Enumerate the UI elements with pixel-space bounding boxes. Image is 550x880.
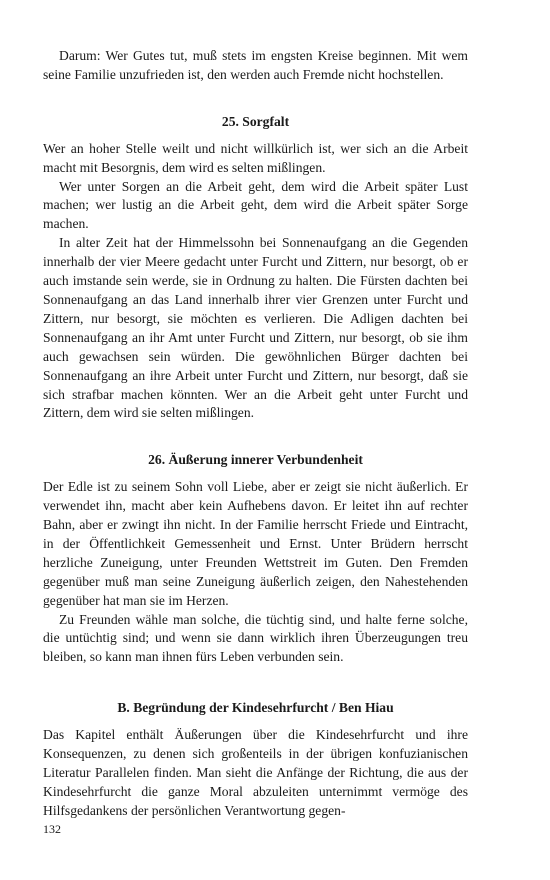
section-heading-25: 25. Sorgfalt	[221, 113, 290, 129]
section-heading-26: 26. Äußerung innerer Verbundenheit	[148, 452, 363, 468]
paragraph: Das Kapitel enthält Äußerungen über die Kindesehrfurcht und ihre Konsequenzen, zu denen sich großenteils in der übrigen konfuzianischen Literatur Parallelen finden. Man sieht die Anfänge der Richtung, die aus der Kindesehrfurcht die ganze Moral abzuleiten unternimmt vermöge des Hilfsgedankens der persönlichen Verantwortung gegen-	[43, 727, 468, 818]
paragraph: In alter Zeit hat der Himmelssohn bei Sonnenaufgang an die Gegenden innerhalb der vier Meere gedacht unter Furcht und Zittern, nur besorgt, ob er auch imstande sein werde, sie in Ordnung zu halten. Die Fürsten dachten bei Sonnenaufgang an das Land innerhalb ihrer vier Grenzen unter Furcht und Zittern, nur besorgt, sie möchten es verlieren. Die Adligen dachten bei Sonnenaufgang an ihr Amt unter Furcht und Zittern, nur besorgt, ob sie ihm auch gewachsen sein würden. Die gewöhnlichen Bürger dachten bei Sonnenaufgang an ihre Arbeit unter Furcht und Zittern, nur besorgt, daß sie sich strafbar machen könnten. Wer an die Arbeit geht unter Furcht und Zittern, dem wird sie selten mißlingen.	[43, 235, 468, 421]
paragraph: Wer an hoher Stelle weilt und nicht willkürlich ist, wer sich an die Arbeit macht mit Besorgnis, dem wird es selten mißlingen.	[43, 140, 468, 175]
page-text-column	[43, 47, 468, 821]
paragraph: Wer unter Sorgen an die Arbeit geht, dem wird die Arbeit später Lust machen; wer lustig an die Arbeit geht, dem wird die Arbeit später Sorge machen.	[43, 178, 468, 232]
page-number: 132	[43, 822, 61, 836]
paragraph: Zu Freunden wähle man solche, die tüchtig sind, und halte ferne solche, die untüchtig sind; und wenn sie dann wirklich ihren Überzeugungen treu bleiben, so kann man ihnen fürs Leben verbunden sein.	[43, 611, 468, 665]
section-heading-b: B. Begründung der Kindesehrfurcht / Ben Hiau	[117, 700, 394, 716]
paragraph: Der Edle ist zu seinem Sohn voll Liebe, aber er zeigt sie nicht äußerlich. Er verwendet ihn, macht aber kein Aufhebens davon. Er leitet ihn auf rechter Bahn, aber er zwingt ihn nicht. In der Familie herrscht Friede und Eintracht, in der Öffentlichkeit Gemessenheit und Ernst. Unter Brüdern herrscht herzliche Zuneigung, unter Freunden Wettstreit im Guten. Den Fremden gegenüber muß man seine Zuneigung äußerlich zeigen, den Nahestehenden gegenüber hat man sie im Herzen.	[43, 479, 468, 608]
intro-paragraph: Darum: Wer Gutes tut, muß stets im engsten Kreise beginnen. Mit wem seine Familie unzufrieden ist, den werden auch Fremde nicht hochstellen.	[43, 48, 468, 82]
